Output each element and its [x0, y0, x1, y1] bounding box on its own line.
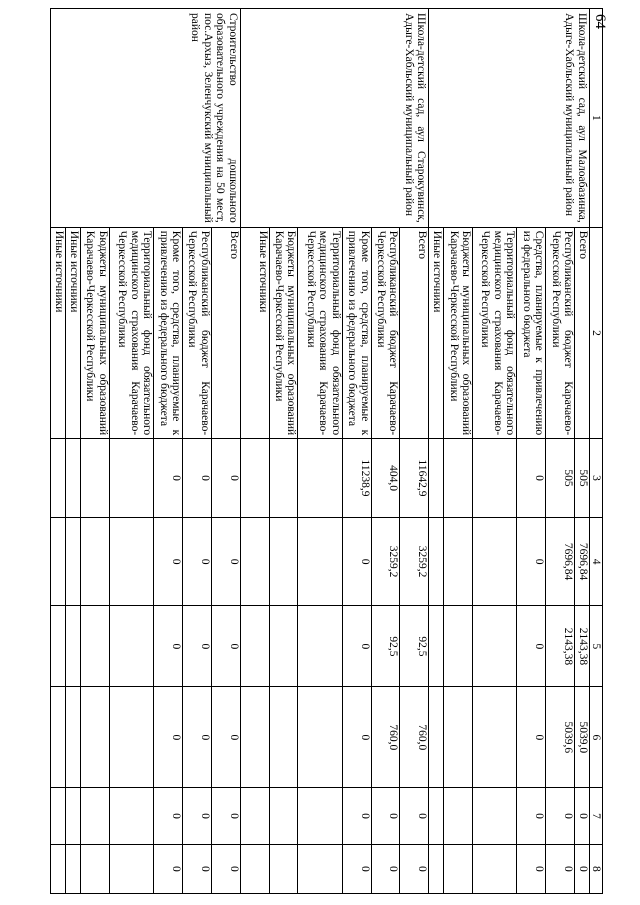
table-row	[400, 9, 429, 894]
table-row	[575, 9, 590, 894]
value-cell-v6: 0	[183, 687, 212, 788]
value-cell-v5: 2143,38	[575, 606, 590, 687]
value-cell-v3: 505	[575, 439, 590, 518]
value-cell-v7: 0	[546, 788, 575, 845]
object-name: Школа-детский сад, аул Старокувинск, Адыге-Хабльский муниципальный район	[240, 9, 429, 228]
value-cell-v6: 760,0	[400, 687, 429, 788]
value-cell-v3	[473, 439, 517, 518]
value-cell-v4	[473, 517, 517, 606]
value-cell-v8: 0	[154, 844, 183, 893]
col-header: 4	[590, 517, 603, 606]
value-cell-v5: 0	[211, 606, 240, 687]
value-cell-v4	[444, 517, 473, 606]
value-cell-v5	[429, 606, 444, 687]
funding-source: Иные источники	[51, 227, 66, 438]
value-cell-v7: 0	[342, 788, 371, 845]
value-cell-v8	[473, 844, 517, 893]
value-cell-v4	[51, 517, 66, 606]
value-cell-v4	[269, 517, 298, 606]
value-cell-v7	[444, 788, 473, 845]
funding-source: Средства, планируемые к привлечению из федерального бюджета	[517, 227, 546, 438]
value-cell-v8	[269, 844, 298, 893]
value-cell-v3: 11238,9	[342, 439, 371, 518]
value-cell-v7: 0	[183, 788, 212, 845]
table-row	[211, 9, 240, 894]
value-cell-v3: 0	[211, 439, 240, 518]
funding-source: Кроме того, средства, планируемые к привлечению из федерального бюджета	[154, 227, 183, 438]
value-cell-v6	[298, 687, 342, 788]
value-cell-v4: 0	[183, 517, 212, 606]
value-cell-v3: 11642,9	[400, 439, 429, 518]
value-cell-v5	[51, 606, 66, 687]
value-cell-v7	[51, 788, 66, 845]
object-name: Строительство дошкольного образовательного учреждения на 50 мест, пос.Архыз, Зеленчукский муниципальный район	[51, 9, 241, 228]
value-cell-v5	[81, 606, 110, 687]
value-cell-v5: 0	[154, 606, 183, 687]
value-cell-v4: 0	[517, 517, 546, 606]
col-header: 6	[590, 687, 603, 788]
col-header: 3	[590, 439, 603, 518]
value-cell-v8	[81, 844, 110, 893]
value-cell-v4: 0	[154, 517, 183, 606]
value-cell-v8	[444, 844, 473, 893]
funding-source: Кроме того, средства, планируемые к привлечению из федерального бюджета	[342, 227, 371, 438]
funding-source: Бюджеты муниципальных образований Карачаево-Черкесской Республики	[269, 227, 298, 438]
funding-source: Иные источники	[429, 227, 444, 438]
value-cell-v6	[109, 687, 153, 788]
col-header: 8	[590, 844, 603, 893]
value-cell-v5: 92,5	[400, 606, 429, 687]
value-cell-v3: 404,0	[371, 439, 400, 518]
value-cell-v8: 0	[517, 844, 546, 893]
value-cell-v3: 0	[154, 439, 183, 518]
col-header: 7	[590, 788, 603, 845]
value-cell-v3	[298, 439, 342, 518]
value-cell-v5: 0	[342, 606, 371, 687]
value-cell-v5	[473, 606, 517, 687]
value-cell-v7	[66, 788, 81, 845]
value-cell-v7	[109, 788, 153, 845]
value-cell-v8	[109, 844, 153, 893]
value-cell-v6: 0	[211, 687, 240, 788]
value-cell-v8: 0	[400, 844, 429, 893]
value-cell-v8: 0	[183, 844, 212, 893]
value-cell-v3: 0	[183, 439, 212, 518]
value-cell-v4	[66, 517, 81, 606]
value-cell-v6: 0	[154, 687, 183, 788]
value-cell-v8: 0	[342, 844, 371, 893]
value-cell-v6: 0	[517, 687, 546, 788]
funding-source: Бюджеты муниципальных образований Карачаево-Черкесской Республики	[444, 227, 473, 438]
value-cell-v6	[81, 687, 110, 788]
value-cell-v7	[298, 788, 342, 845]
value-cell-v4	[81, 517, 110, 606]
value-cell-v8: 0	[371, 844, 400, 893]
funding-source: Территориальный фонд обязательного медицинского страхования Карачаево-Черкесской Республики	[473, 227, 517, 438]
value-cell-v7	[81, 788, 110, 845]
funding-source: Территориальный фонд обязательного медицинского страхования Карачаево-Черкесской Республики	[298, 227, 342, 438]
value-cell-v4	[298, 517, 342, 606]
value-cell-v4	[109, 517, 153, 606]
funding-source: Территориальный фонд обязательного медицинского страхования Карачаево-Черкесской Республики	[109, 227, 153, 438]
value-cell-v6	[66, 687, 81, 788]
value-cell-v5	[109, 606, 153, 687]
value-cell-v3	[51, 439, 66, 518]
value-cell-v4: 0	[211, 517, 240, 606]
funding-source: Республиканский бюджет Карачаево-Черкесской Республики	[546, 227, 575, 438]
value-cell-v7: 0	[575, 788, 590, 845]
col-header: 1	[590, 9, 603, 228]
value-cell-v5	[269, 606, 298, 687]
value-cell-v6	[269, 687, 298, 788]
value-cell-v8	[240, 844, 269, 893]
value-cell-v7: 0	[371, 788, 400, 845]
header-row	[590, 9, 603, 894]
value-cell-v7: 0	[154, 788, 183, 845]
value-cell-v7: 0	[517, 788, 546, 845]
value-cell-v7: 0	[211, 788, 240, 845]
value-cell-v3: 505	[546, 439, 575, 518]
value-cell-v4: 3259,2	[371, 517, 400, 606]
value-cell-v4	[429, 517, 444, 606]
value-cell-v7	[429, 788, 444, 845]
value-cell-v5	[444, 606, 473, 687]
value-cell-v6: 5039,6	[546, 687, 575, 788]
value-cell-v8	[51, 844, 66, 893]
value-cell-v3	[444, 439, 473, 518]
value-cell-v5	[66, 606, 81, 687]
value-cell-v7	[473, 788, 517, 845]
value-cell-v3	[269, 439, 298, 518]
funding-source: Республиканский бюджет Карачаево-Черкесской Республики	[183, 227, 212, 438]
value-cell-v8: 0	[211, 844, 240, 893]
value-cell-v8	[429, 844, 444, 893]
value-cell-v3	[81, 439, 110, 518]
value-cell-v5: 0	[183, 606, 212, 687]
value-cell-v8	[66, 844, 81, 893]
funding-source: Иные источники	[240, 227, 269, 438]
value-cell-v6	[51, 687, 66, 788]
value-cell-v6	[473, 687, 517, 788]
value-cell-v8: 0	[575, 844, 590, 893]
value-cell-v4	[240, 517, 269, 606]
rotated-table-area	[50, 8, 603, 894]
value-cell-v3: 0	[517, 439, 546, 518]
funding-source: Бюджеты муниципальных образований Карачаево-Черкесской Республики	[81, 227, 110, 438]
value-cell-v7	[269, 788, 298, 845]
object-name: Школа-детский сад, аул Малоабазинка, Адыге-Хабльский муниципальный район	[429, 9, 590, 228]
value-cell-v5: 2143,38	[546, 606, 575, 687]
value-cell-v5	[298, 606, 342, 687]
funding-source: Республиканский бюджет Карачаево-Черкесской Республики	[371, 227, 400, 438]
funding-source: Всего	[400, 227, 429, 438]
value-cell-v7: 0	[400, 788, 429, 845]
funding-table	[50, 8, 603, 894]
funding-source: Иные источники	[66, 227, 81, 438]
value-cell-v5: 0	[517, 606, 546, 687]
value-cell-v6: 5039,0	[575, 687, 590, 788]
value-cell-v6	[429, 687, 444, 788]
value-cell-v4: 0	[342, 517, 371, 606]
col-header: 2	[590, 227, 603, 438]
value-cell-v5	[240, 606, 269, 687]
page-number: 64	[592, 14, 608, 29]
funding-source: Всего	[575, 227, 590, 438]
value-cell-v3	[429, 439, 444, 518]
funding-source: Всего	[211, 227, 240, 438]
value-cell-v6: 0	[342, 687, 371, 788]
value-cell-v5: 92,5	[371, 606, 400, 687]
value-cell-v3	[240, 439, 269, 518]
value-cell-v8	[298, 844, 342, 893]
value-cell-v4: 7696,84	[575, 517, 590, 606]
value-cell-v6	[444, 687, 473, 788]
value-cell-v3	[109, 439, 153, 518]
table-body	[51, 9, 590, 894]
col-header: 5	[590, 606, 603, 687]
value-cell-v6	[240, 687, 269, 788]
value-cell-v7	[240, 788, 269, 845]
value-cell-v6: 760,0	[371, 687, 400, 788]
value-cell-v8: 0	[546, 844, 575, 893]
value-cell-v4: 3259,2	[400, 517, 429, 606]
value-cell-v4: 7696,84	[546, 517, 575, 606]
value-cell-v3	[66, 439, 81, 518]
